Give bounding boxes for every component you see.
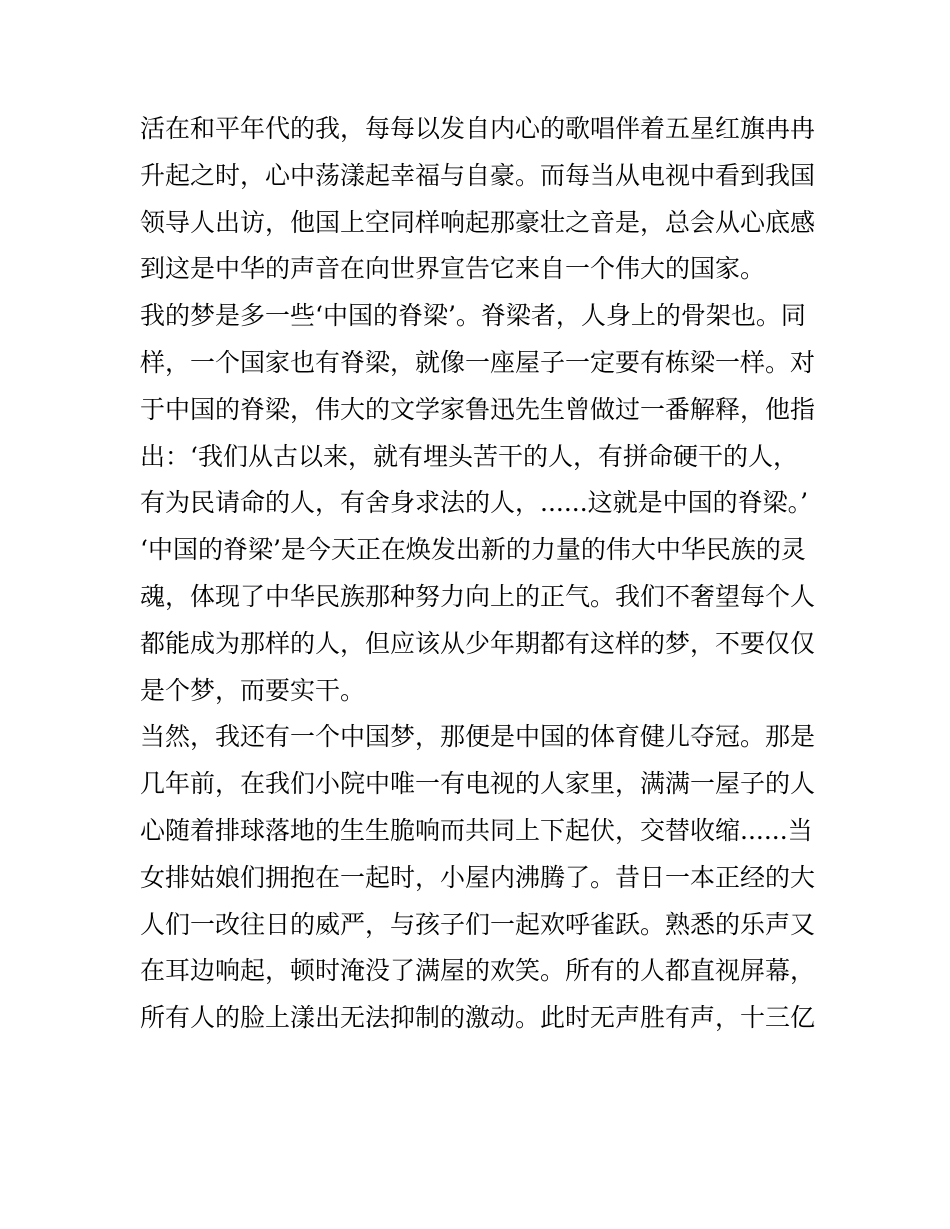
text-line: 人们一改往日的威严，与孩子们一起欢呼雀跃。熟悉的乐声又 bbox=[140, 909, 816, 939]
text-line: 活在和平年代的我，每每以发自内心的歌唱伴着五星红旗冉冉 bbox=[140, 114, 816, 143]
text-line: 几年前，在我们小院中唯一有电视的人家里，满满一屋子的人 bbox=[140, 769, 816, 799]
text-line: 在耳边响起，顿时淹没了满屋的欢笑。所有的人都直视屏幕， bbox=[140, 956, 816, 986]
text-line: 魂，体现了中华民族那种努力向上的正气。我们不奢望每个人 bbox=[140, 581, 816, 611]
text-line: 领导人出访，他国上空同样响起那豪壮之音是，总会从心底感 bbox=[140, 207, 816, 237]
text-line: 心随着排球落地的生生脆响而共同上下起伏，交替收缩......当 bbox=[140, 815, 813, 845]
text-line: 女排姑娘们拥抱在一起时，小屋内沸腾了。昔日一本正经的大 bbox=[140, 862, 816, 892]
text-line: 当然，我还有一个中国梦，那便是中国的体育健儿夺冠。那是 bbox=[140, 722, 816, 752]
text-line: 到这是中华的声音在向世界宣告它来自一个伟大的国家。 bbox=[140, 254, 766, 284]
text-line: ‘中国的脊梁’是今天正在焕发出新的力量的伟大中华民族的灵 bbox=[140, 535, 806, 565]
text-line: 都能成为那样的人，但应该从少年期都有这样的梦，不要仅仅 bbox=[140, 628, 816, 658]
text-line: 于中国的脊梁，伟大的文学家鲁迅先生曾做过一番解释，他指 bbox=[140, 394, 816, 424]
text-line: 出：‘我们从古以来，就有埋头苦干的人，有拼命硬干的人， bbox=[140, 441, 798, 471]
text-line: 升起之时，心中荡漾起幸福与自豪。而每当从电视中看到我国 bbox=[140, 160, 816, 190]
body-text bbox=[140, 106, 820, 1042]
text-line: 所有人的脸上漾出无法抑制的激动。此时无声胜有声，十三亿 bbox=[140, 1003, 816, 1033]
text-line: 有为民请命的人，有舍身求法的人，......这就是中国的脊梁。’ bbox=[140, 488, 809, 518]
text-line: 是个梦，而要实干。 bbox=[140, 675, 366, 705]
text-line: 样，一个国家也有脊梁，就像一座屋子一定要有栋梁一样。对 bbox=[140, 347, 816, 377]
text-line: 我的梦是多一些‘中国的脊梁’。脊梁者，人身上的骨架也。同 bbox=[140, 301, 806, 331]
